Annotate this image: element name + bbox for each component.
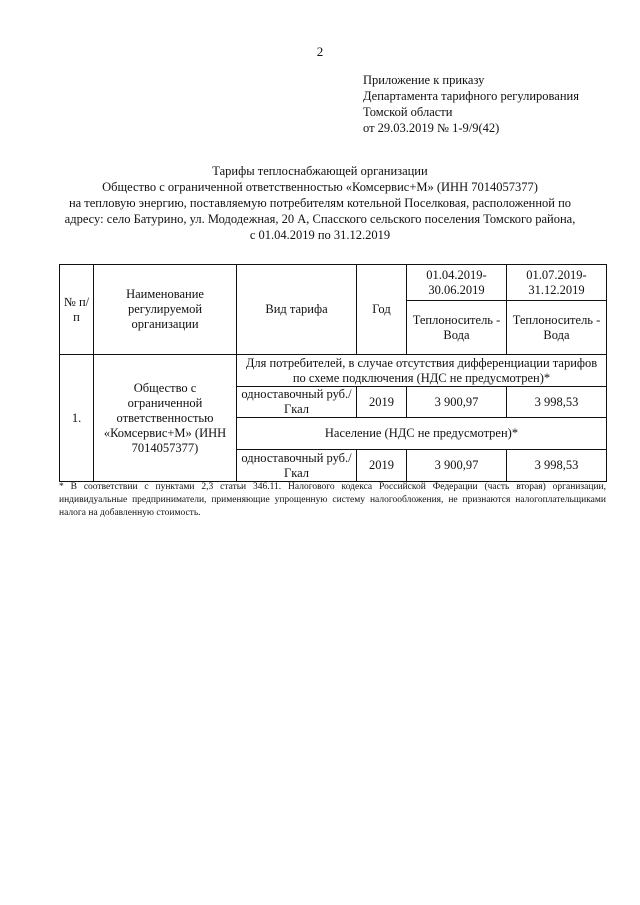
title-line: с 01.04.2019 по 31.12.2019 — [249, 228, 391, 242]
tariff-table — [59, 264, 607, 482]
row-num: 1. — [60, 355, 94, 482]
title-line: адресу: село Батурино, ул. Мододежная, 20 А, Спасского сельского поселения Томского района, — [64, 212, 576, 226]
value-cell: 3 998,53 — [507, 450, 607, 482]
page-number: 2 — [316, 44, 324, 59]
value-cell: 3 998,53 — [507, 387, 607, 418]
value-cell: 3 900,97 — [407, 450, 507, 482]
appendix-line: Приложение к приказу — [363, 73, 485, 87]
header-period-2: 01.07.2019-31.12.2019 — [507, 265, 607, 301]
appendix-date: от 29.03.2019 № 1-9/9(42) — [363, 121, 500, 135]
value-cell: 3 900,97 — [407, 387, 507, 418]
year-cell: 2019 — [357, 450, 407, 482]
header-num: № п/п — [60, 265, 94, 355]
title-line: Тарифы теплоснабжающей организации — [212, 164, 428, 178]
row-organization: Общество с ограниченной ответственностью «Комсервис+М» (ИНН 7014057377) — [94, 355, 237, 482]
header-tariff-type: Вид тарифа — [237, 265, 357, 355]
year-cell: 2019 — [357, 387, 407, 418]
appendix-line: Департамента тарифного регулирования — [363, 89, 579, 103]
appendix-reference — [363, 72, 623, 136]
appendix-line: Томской области — [363, 105, 453, 119]
document-title — [30, 163, 610, 243]
header-carrier-1: Теплоноситель - Вода — [407, 301, 507, 355]
footnote: * В соответствии с пунктами 2,3 статьи 346.11. Налогового кодекса Российской Федерации (часть вторая) организации, индивидуальные предприниматели, применяющие упрощенную систему налогообложения, не признаются налогоплательщиками налога на добавленную стоимость. — [59, 482, 606, 518]
header-period-1: 01.04.2019-30.06.2019 — [407, 265, 507, 301]
header-carrier-2: Теплоноситель - Вода — [507, 301, 607, 355]
tariff-type-cell: одноставочный руб./Гкал — [237, 450, 357, 482]
section-consumers: Для потребителей, в случае отсутствия дифференциации тарифов по схеме подключения (НДС не предусмотрен)* — [237, 355, 607, 387]
section-population: Население (НДС не предусмотрен)* — [237, 418, 607, 450]
title-line: Обществo с ограниченной ответственностью «Комсервис+М» (ИНН 7014057377) — [102, 180, 538, 194]
tariff-type-cell: одноставочный руб./Гкал — [237, 387, 357, 418]
title-line: на тепловую энергию, поставляемую потребителям котельной Поселковая, расположенной по — [68, 196, 572, 210]
header-organization: Наименование регулируемой организации — [94, 265, 237, 355]
header-year: Год — [357, 265, 407, 355]
